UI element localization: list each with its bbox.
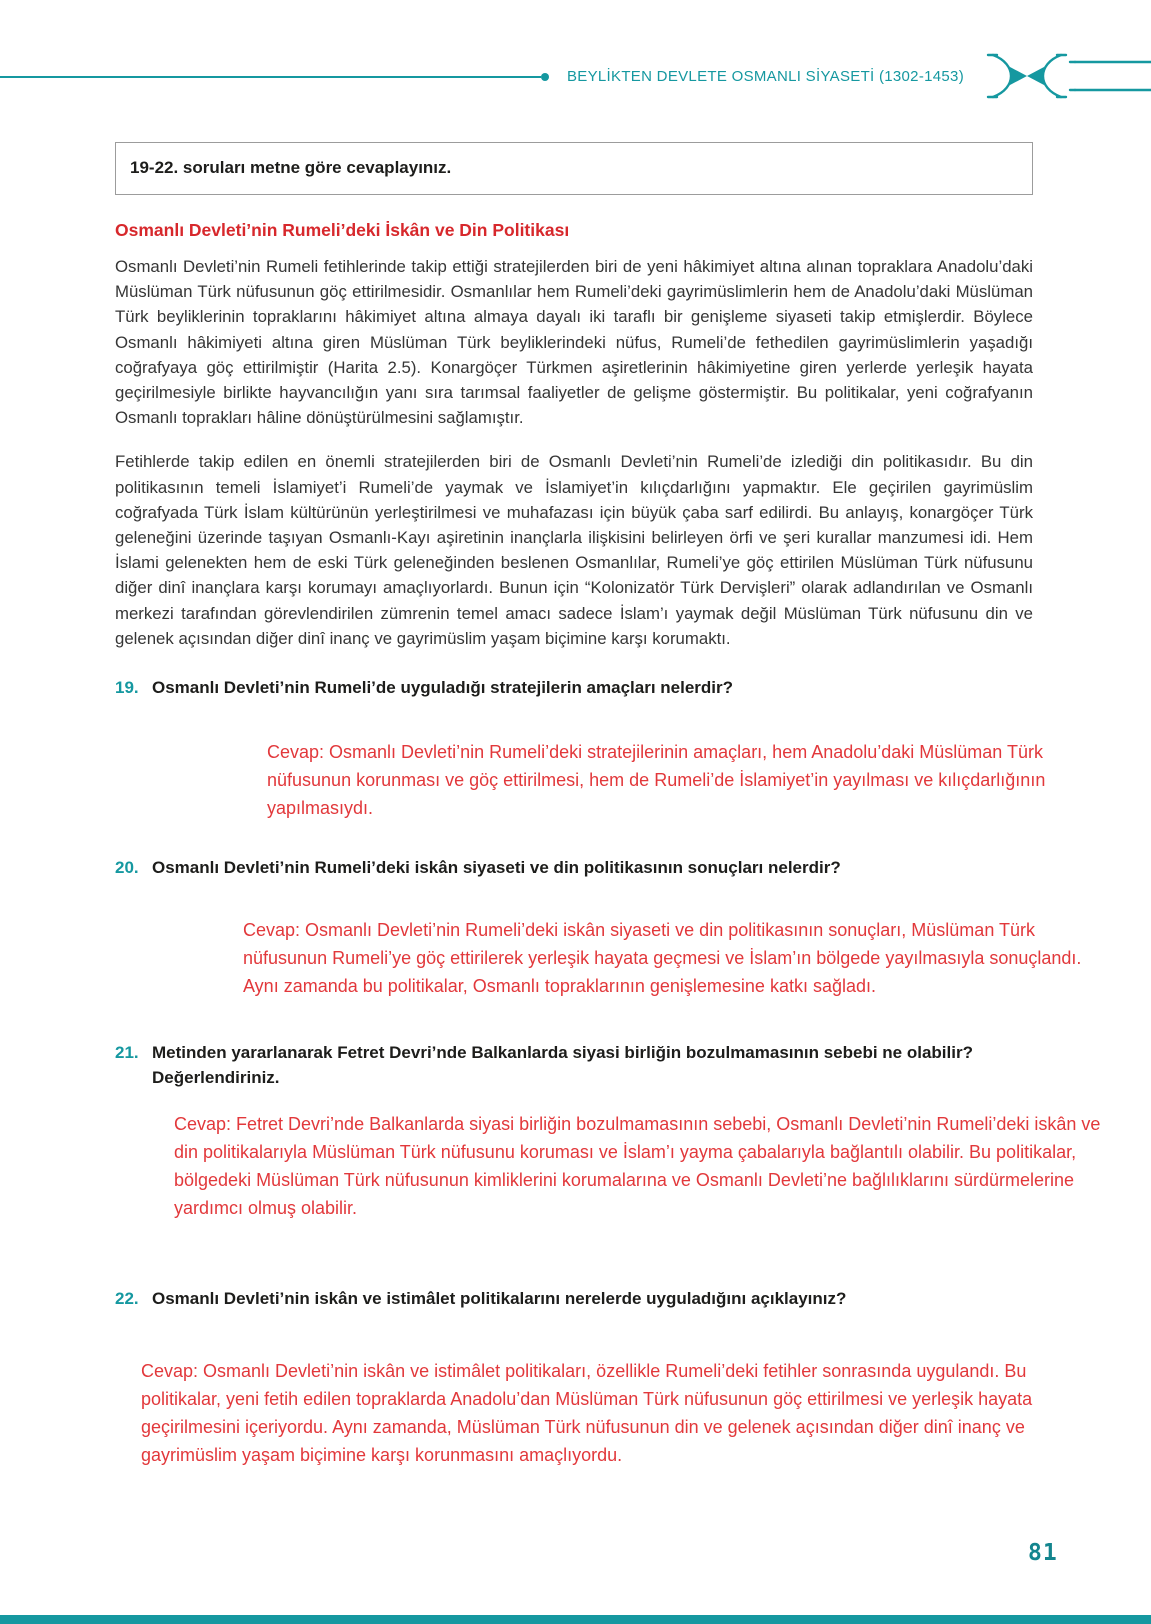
reading-paragraph-1: Osmanlı Devleti’nin Rumeli fetihlerinde takip ettiği stratejilerden biri de yeni hâkimiyet altına alınan topraklara Anadolu’daki Müslüman Türk nüfusunun göç ettirilmesidir. Osmanlılar hem Rumeli’deki gayrimüslimlerin hem de Anadolu’daki Müslüman Türk beyliklerinin topraklarını hâkimiyet altına almaya dayalı iki taraflı bir genişleme siyaseti takip etmişlerdir. Böylece Osmanlı hâkimiyeti altına giren Müslüman Türk beyliklerindeki nüfus, Rumeli’de fethedilen gayrimüslimlerin yaşadığı coğrafyaya göç ettirilmiştir (Harita 2.5). Konargöçer Türkmen aşiretlerinin hâkimiyetine giren yerlerde yerleşik hayata geçirilmesiyle birlikte hayvancılığın yanı sıra tarımsal faaliyetler de gelişme göstermiştir. Bu politikalar, yeni coğrafyanın Osmanlı toprakları hâline dönüştürülmesini sağlamıştır. — [115, 257, 1033, 428]
question-22-text: Osmanlı Devleti’nin iskân ve istimâlet politikalarını nerelerde uyguladığını açıklayınız? — [152, 1289, 847, 1309]
footer-accent-bar — [0, 1615, 1151, 1624]
reading-heading: Osmanlı Devleti’nin Rumeli’deki İskân ve Din Politikası — [115, 220, 570, 240]
answer-19: Cevap: Osmanlı Devleti’nin Rumeli’deki stratejilerinin amaçları, hem Anadolu’daki Müslüman Türk nüfusunun korunması ve göç ettirilmesi, hem de Rumeli’de İslamiyet’in yayılması ve kılıçdarlığının yapılmasıydı. — [267, 742, 1046, 819]
question-19-text: Osmanlı Devleti’nin Rumeli’de uyguladığı stratejilerin amaçları nelerdir? — [152, 678, 734, 698]
question-21 — [115, 1040, 1033, 1090]
chapter-title: BEYLİKTEN DEVLETE OSMANLI SİYASETİ (1302-1453) — [566, 68, 964, 85]
instruction-box: 19-22. soruları metne göre cevaplayınız. — [115, 142, 1033, 195]
question-20-number: 20. — [115, 858, 139, 878]
question-22 — [115, 1286, 1033, 1311]
bowtie-ornament-icon — [983, 52, 1151, 105]
question-21-text: Metinden yararlanarak Fetret Devri’nde Balkanlarda siyasi birliğin bozulmamasının sebebi ne olabilir? Değerlendiriniz. — [152, 1043, 973, 1088]
page-number: 81 — [1028, 1540, 1058, 1566]
question-19 — [115, 675, 1033, 700]
answer-21: Cevap: Fetret Devri’nde Balkanlarda siyasi birliğin bozulmamasının sebebi, Osmanlı Devleti’nin Rumeli’deki iskân ve din politikalarıyla Müslüman Türk nüfusunu koruması ve İslam’ı yayma çabalarıyla bağlantılı olabilir. Bu politikalar, bölgedeki Müslüman Türk nüfusunun kimliklerini korumalarına ve Osmanlı Devleti’ne bağlılıklarını sürdürmelerine yardımcı olmuş olabilir. — [174, 1114, 1101, 1219]
answer-22: Cevap: Osmanlı Devleti’nin iskân ve istimâlet politikaları, özellikle Rumeli’deki fetihler sonrasında uygulandı. Bu politikalar, yeni fetih edilen topraklarda Anadolu’dan Müslüman Türk nüfusunun göç ettirilmesi ve yerleşik hayata geçirilmesini içeriyordu. Aynı zamanda, Müslüman Türk nüfusunun din ve gelenek açısından diğer dinî inanç ve gayrimüslim yaşam biçimine karşı korunmasını amaçlıyordu. — [141, 1361, 1033, 1466]
answer-20: Cevap: Osmanlı Devleti’nin Rumeli’deki iskân siyaseti ve din politikasının sonuçları, Müslüman Türk nüfusunun Rumeli’ye göç ettirilerek yerleşik hayata geçmesi ve İslam’ın bölgede yayılmasıyla sonuçlandı. Aynı zamanda bu politikalar, Osmanlı topraklarının genişlemesine katkı sağladı. — [243, 920, 1082, 997]
question-21-number: 21. — [115, 1043, 139, 1063]
question-22-number: 22. — [115, 1289, 139, 1309]
reading-paragraph-2: Fetihlerde takip edilen en önemli stratejilerden biri de Osmanlı Devleti’nin Rumeli’de izlediği din politikasıdır. Bu din politikasının temeli İslamiyet’i Rumeli’de yaymak ve İslamiyet’in kılıçdarlığını yapmaktır. Ele geçirilen gayrimüslim coğrafyada Türk İslam kültürünün yerleştirilmesi ve muhafazası için büyük çaba sarf edilirdi. Bu anlayış, konargöçer Türk geleneğini üzerinde taşıyan Osmanlı-Kayı aşiretinin inançlarla ilişkisini belirleyen örfi ve şeri kurallar manzumesi idi. Hem İslami gelenekten hem de eski Türk geleneğinden beslenen Osmanlılar, Rumeli’ye göç ettirilen Müslüman Türk nüfusunu diğer dinî inançlara karşı korumayı amaçlıyorlardı. Bunun için “Kolonizatör Türk Dervişleri” olarak adlandırılan ve Osmanlı merkezi tarafından görevlendirilen zümrenin temel amacı sadece İslam’ı yaymak değil Müslüman Türk nüfusunu din ve gelenek açısından diğer dinî inanç ve gayrimüslim yaşam biçimine karşı korumaktı. — [115, 452, 1033, 648]
question-20 — [115, 855, 1033, 880]
question-19-number: 19. — [115, 678, 139, 698]
question-20-text: Osmanlı Devleti’nin Rumeli’deki iskân siyaseti ve din politikasının sonuçları nelerdir? — [152, 858, 841, 878]
